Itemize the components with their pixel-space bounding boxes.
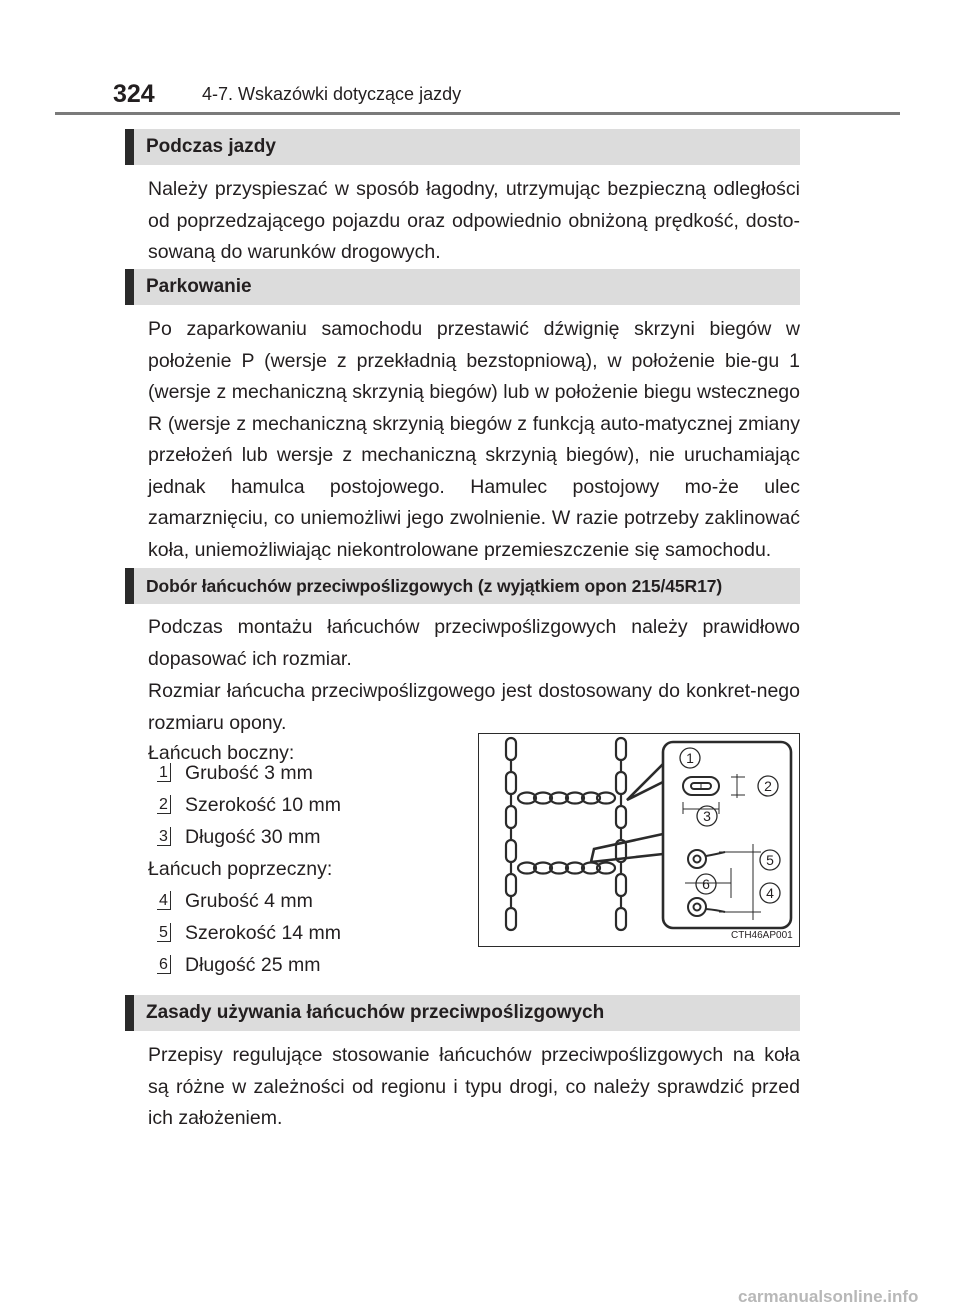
section-title: Zasady używania łańcuchów przeciwpoślizgowych: [146, 1002, 605, 1023]
section-title: Parkowanie: [146, 276, 252, 297]
chain-illustration: [479, 734, 799, 946]
callout-number: 2: [157, 795, 171, 814]
item-text: Długość 25 mm: [185, 954, 321, 976]
callout-number: 5: [157, 923, 171, 942]
rules-text: Przepisy regulujące stosowanie łańcuchów przeciwpoślizgowych na koła są różne w zależności od regionu i typu drogi, co należy sprawdzić przed ich założeniem.: [148, 1044, 800, 1129]
item-text: Szerokość 10 mm: [185, 794, 342, 816]
callout-number: 4: [157, 891, 171, 910]
item-text: Grubość 4 mm: [185, 890, 313, 912]
item-text: Długość 30 mm: [185, 826, 321, 848]
callout-3: 3: [703, 808, 711, 824]
section-heading-chains: [125, 568, 800, 604]
callout-number: 1: [157, 763, 171, 782]
chain-size-figure: [478, 733, 800, 947]
page-number: 324: [113, 80, 155, 108]
section-heading-rules: [125, 995, 800, 1031]
section-title: Podczas jazdy: [146, 136, 276, 157]
parking-text: Po zaparkowaniu samochodu przestawić dźwignię skrzyni biegów w położenie P (wersje z przekładnią bezstopniową), w położenie bie-gu 1 (wersje z mechaniczną skrzynią biegów) lub w położenie biegu wstecznego R (wersje z mechaniczną skrzynią biegów z funkcją auto-matycznej zmiany przełożeń lub wersje z mechaniczną skrzynią biegów), nie uruchamiając jednak hamulca postojowego. Hamulec postojowy mo-że ulec zamarznięciu, co uniemożliwi jego zwolnienie. W razie potrzeby zaklinować koła, uniemożliwiając niekontrolowane przemieszczenie się samochodu.: [148, 318, 800, 561]
item-text: Grubość 3 mm: [185, 762, 313, 784]
section-title: Dobór łańcuchów przeciwpoślizgowych (z wyjątkiem opon 215/45R17): [146, 576, 723, 596]
figure-code: CTH46AP001: [731, 930, 793, 941]
page-header: [0, 0, 960, 115]
section-heading-parking: [125, 269, 800, 305]
callout-4: 4: [766, 885, 774, 901]
left-side-chain: [506, 738, 516, 930]
chains-text-size: Rozmiar łańcucha przeciwpoślizgowego jest dostosowany do konkret-nego rozmiaru opony.: [148, 680, 800, 734]
lower-cross-chain: [518, 863, 615, 874]
right-side-chain: [616, 738, 626, 930]
upper-cross-chain: [518, 793, 615, 804]
cross-chain-label: Łańcuch poprzeczny:: [148, 858, 333, 880]
section-heading-driving: [125, 129, 800, 165]
callout-number: 6: [157, 955, 171, 974]
side-chain-label: Łańcuch boczny:: [148, 742, 295, 764]
header-divider: [55, 112, 900, 115]
driving-text: Należy przyspieszać w sposób łagodny, utrzymując bezpieczną odległości od poprzedzającego pojazdu oraz odpowiednio obniżoną prędkość, dosto-sowaną do warunków drogowych.: [148, 178, 800, 263]
item-text: Szerokość 14 mm: [185, 922, 342, 944]
watermark: carmanualsonline.info: [738, 1287, 919, 1306]
chains-text-fit: Podczas montażu łańcuchów przeciwpoślizgowych należy prawidłowo dopasować ich rozmiar.: [148, 616, 800, 670]
callout-number: 3: [157, 827, 171, 846]
callout-5: 5: [766, 852, 774, 868]
callout-1: 1: [686, 750, 694, 766]
chapter-title: 4-7. Wskazówki dotyczące jazdy: [202, 84, 462, 104]
callout-6: 6: [702, 876, 710, 892]
callout-2: 2: [764, 778, 772, 794]
